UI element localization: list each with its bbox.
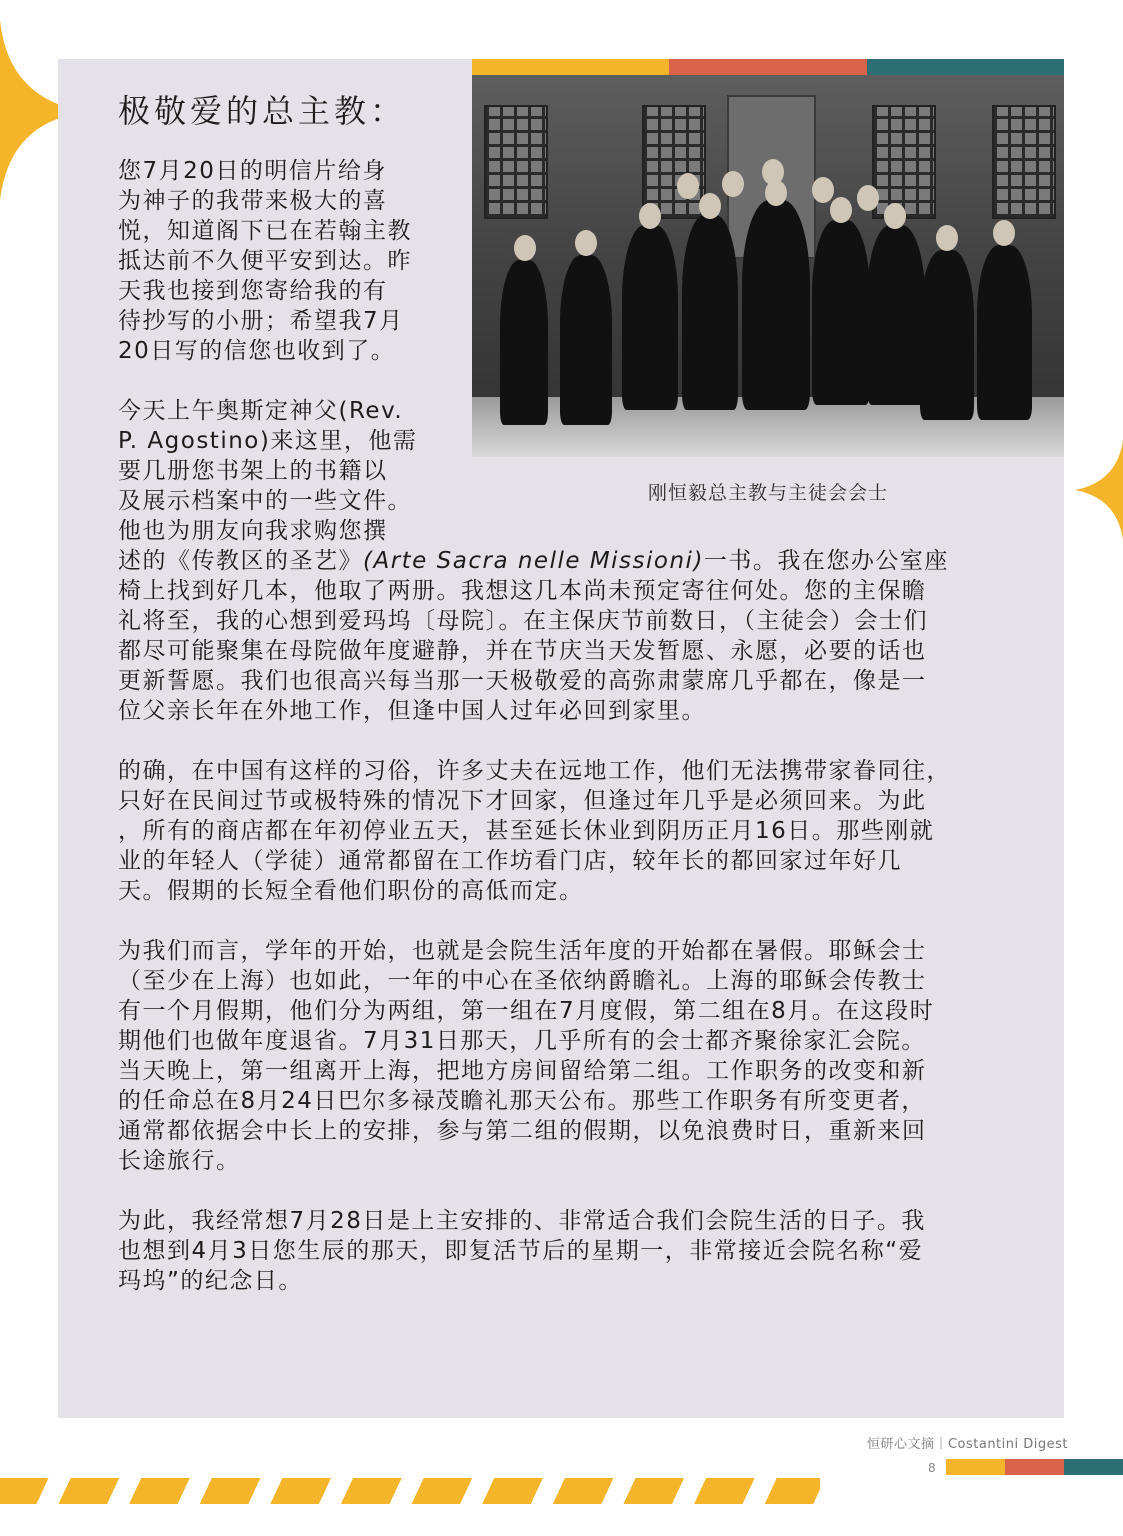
paragraph-3: 的确，在中国有这样的习俗，许多丈夫在远地工作，他们无法携带家眷同往， 只好在民间过节或极特殊的情况下才回家，但逢过年几乎是必须回来。为此 ，所有的商店都在年初停业五天，甚至延长休业到阴历正月16日。那些刚就 业的年轻人（学徒）通常都留在工作坊看门店，较年长的都回家过年好几 天。假期的长短全看他们职份的高低而定。 — [118, 758, 951, 904]
paragraph-2: 今天上午奥斯定神父(Rev. P. Agostino)来这里，他需 要几册您书架上的书籍以 及展示档案中的一些文件。 他也为朋友向我求购您撰 述的《传教区的圣艺》(Arte Sacra nelle Missioni)一书。我在您办公室座 椅上找到好几本，他取了两册。我想这几本尚未预定寄往何处。您的主保瞻 礼将至，我的心想到爱玛坞〔母院〕。在主保庆节前数日，（主徒会）会士们 都尽可能聚集在母院做年度避静，并在节庆当天发暂愿、永愿，必要的话也 更新誓愿。我们也很高兴每当那一天极敬爱的高弥肃蒙席几乎都在，像是一 位父亲长年在外地工作，但逢中国人过年必回到家里。 — [118, 398, 949, 724]
color-bar-top — [472, 59, 1064, 75]
color-bar-footer — [946, 1459, 1123, 1475]
paragraph-5: 为此，我经常想7月28日是上主安排的、非常适合我们会院生活的日子。我 也想到4月3日您生辰的那天，即复活节后的星期一，非常接近会院名称“爱 玛坞”的纪念日。 — [118, 1208, 926, 1294]
letter-salutation: 极敬爱的总主教： — [118, 92, 407, 130]
paragraph-1: 您7月20日的明信片给身 为神子的我带来极大的喜 悦，知道阁下已在若翰主教 抵达前不久便平安到达。昨 天我也接到您寄给我的有 待抄写的小册；希望我7月 20日写的信您也收到了。 — [118, 158, 412, 364]
page-number: 8 — [928, 1461, 936, 1475]
publication-name: 恒研心文摘｜Costantini Digest — [866, 1437, 1068, 1452]
paragraph-4: 为我们而言，学年的开始，也就是会院生活年度的开始都在暑假。耶稣会士 （至少在上海）也如此，一年的中心在圣依纳爵瞻礼。上海的耶稣会传教士 有一个月假期，他们分为两组，第一组在7月度假，第二组在8月。在这段时 期他们也做年度退省。7月31日那天，几乎所有的会士都齐聚徐家汇会院。 当天晚上，第一组离开上海，把地方房间留给第二组。工作职务的改变和新 的任命总在8月24日巴尔多禄茂瞻礼那天公布。那些工作职务有所变更者， 通常都依据会中长上的安排，参与第二组的假期，以免浪费时日，重新来回 长途旅行。 — [118, 938, 935, 1174]
photo-caption: 刚恒毅总主教与主徒会会士 — [647, 482, 888, 504]
edge-star-decoration — [1075, 440, 1123, 540]
book-title-italic: (Arte Sacra nelle Missioni) — [363, 548, 704, 574]
stripe-decoration — [0, 1478, 820, 1504]
